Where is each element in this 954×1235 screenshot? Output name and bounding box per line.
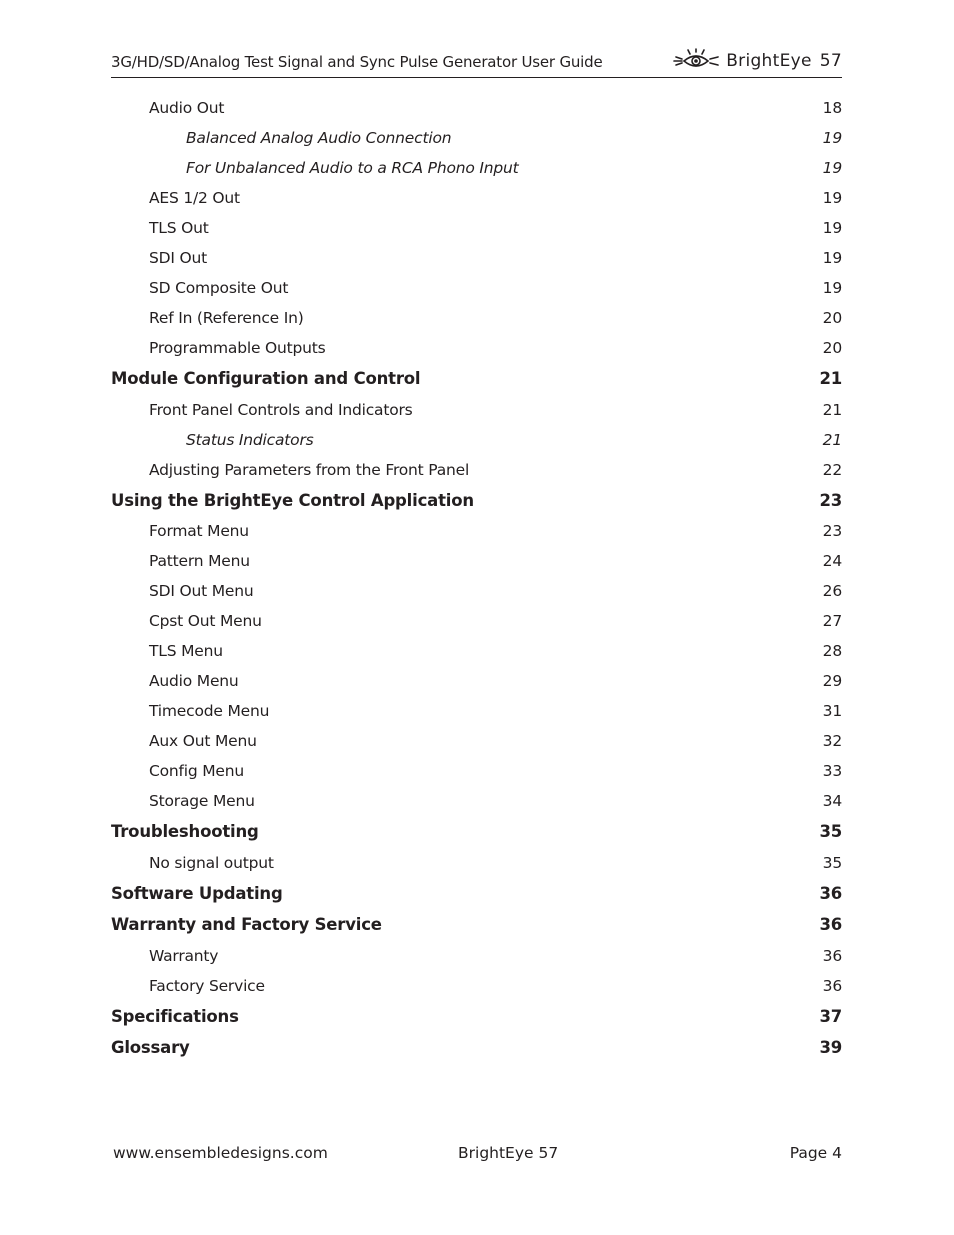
toc-entry-title: AES 1/2 Out: [149, 189, 240, 207]
toc-entry[interactable]: [111, 909, 842, 941]
toc-entry[interactable]: [111, 273, 842, 303]
toc-entry-page: 35: [822, 853, 842, 872]
footer-page-number: Page 4: [789, 1144, 842, 1162]
toc-entry-title: Troubleshooting: [111, 822, 259, 842]
toc-entry[interactable]: [111, 123, 842, 153]
toc-entry-page: 23: [819, 490, 842, 510]
toc-entry-title: Adjusting Parameters from the Front Panel: [149, 460, 470, 479]
toc-entry-title: Balanced Analog Audio Connection: [186, 129, 452, 147]
toc-entry-title: Glossary: [111, 1038, 190, 1058]
toc-entry-page: 34: [822, 792, 842, 810]
toc-entry-page: 27: [822, 612, 842, 630]
toc-entry[interactable]: [111, 1001, 842, 1033]
toc-entry-page: 24: [822, 552, 842, 570]
toc-entry[interactable]: [111, 636, 842, 666]
toc-entry-title: Software Updating: [111, 883, 283, 903]
toc-entry-title: TLS Out: [149, 219, 209, 237]
toc-entry-title: Config Menu: [149, 762, 245, 780]
toc-entry-page: 29: [822, 672, 842, 690]
toc-entry-title: Status Indicators: [186, 430, 314, 449]
toc-entry[interactable]: [111, 726, 842, 756]
page-header: [111, 48, 842, 78]
toc-entry-title: Factory Service: [149, 976, 265, 995]
toc-entry[interactable]: [111, 546, 842, 576]
toc-entry-page: 33: [822, 762, 842, 780]
toc-entry[interactable]: [111, 1032, 842, 1064]
toc-entry-page: 23: [822, 522, 842, 540]
toc-entry-page: 21: [822, 400, 842, 419]
toc-entry-title: Using the BrightEye Control Application: [111, 490, 474, 510]
brand-model: 57: [819, 51, 842, 71]
toc-entry-title: TLS Menu: [149, 642, 223, 660]
toc-entry[interactable]: [111, 516, 842, 546]
toc-entry[interactable]: [111, 363, 842, 395]
toc-entry[interactable]: [111, 455, 842, 485]
toc-entry[interactable]: [111, 213, 842, 243]
toc-entry-page: 36: [822, 946, 842, 965]
toc-entry-page: 19: [822, 279, 842, 297]
toc-entry-title: Audio Out: [149, 99, 225, 117]
toc-entry[interactable]: [111, 93, 842, 123]
toc-entry[interactable]: [111, 485, 842, 517]
toc-entry-page: 21: [822, 430, 842, 449]
toc-entry-page: 19: [822, 219, 842, 237]
toc-entry-page: 18: [822, 99, 842, 117]
brand-text: BrightEye: [726, 51, 812, 71]
toc-entry-title: SDI Out Menu: [149, 582, 254, 600]
eye-logo-icon: [672, 48, 722, 74]
toc-entry-title: Timecode Menu: [149, 702, 270, 720]
toc-entry[interactable]: [111, 666, 842, 696]
toc-entry-page: 19: [822, 129, 842, 147]
toc-entry-title: SDI Out: [149, 249, 207, 267]
toc-entry-title: Programmable Outputs: [149, 339, 326, 357]
toc-entry-title: No signal output: [149, 853, 274, 872]
toc-entry-page: 26: [822, 582, 842, 600]
toc-entry-page: 36: [819, 883, 842, 903]
page-footer: [113, 1144, 842, 1166]
toc-entry[interactable]: [111, 971, 842, 1001]
toc-entry-page: 37: [819, 1006, 842, 1026]
toc-entry[interactable]: [111, 696, 842, 726]
toc-entry[interactable]: [111, 303, 842, 333]
toc-entry[interactable]: [111, 941, 842, 971]
toc-entry-title: Format Menu: [149, 522, 249, 540]
toc-entry-page: 19: [822, 159, 842, 177]
toc-entry[interactable]: [111, 395, 842, 425]
toc-entry-title: Warranty and Factory Service: [111, 915, 382, 935]
toc-entry-title: Ref In (Reference In): [149, 309, 304, 327]
toc-entry-page: 22: [822, 460, 842, 479]
toc-entry-page: 19: [822, 249, 842, 267]
toc-entry-title: Storage Menu: [149, 792, 255, 810]
toc-entry-title: Pattern Menu: [149, 552, 250, 570]
toc-entry-page: 28: [822, 642, 842, 660]
toc-entry-page: 35: [819, 822, 842, 842]
brand-name: [726, 51, 842, 71]
toc-entry-page: 36: [819, 915, 842, 935]
toc-entry-title: Specifications: [111, 1006, 239, 1026]
footer-product: BrightEye 57: [458, 1144, 559, 1162]
toc-entry-page: 36: [822, 976, 842, 995]
toc-entry[interactable]: [111, 878, 842, 910]
toc-entry-title: For Unbalanced Audio to a RCA Phono Input: [186, 159, 519, 177]
toc-entry[interactable]: [111, 183, 842, 213]
toc-entry[interactable]: [111, 786, 842, 816]
toc-entry-title: Module Configuration and Control: [111, 369, 421, 389]
toc-entry-page: 39: [819, 1038, 842, 1058]
toc-entry-page: 32: [822, 732, 842, 750]
footer-website: www.ensembledesigns.com: [113, 1144, 328, 1162]
toc-entry-page: 31: [822, 702, 842, 720]
toc-entry[interactable]: [111, 816, 842, 848]
toc-entry[interactable]: [111, 848, 842, 878]
toc-entry[interactable]: [111, 153, 842, 183]
document-title: 3G/HD/SD/Analog Test Signal and Sync Pulse Generator User Guide: [111, 53, 603, 71]
toc-entry[interactable]: [111, 425, 842, 455]
toc-entry[interactable]: [111, 576, 842, 606]
toc-entry-page: 19: [822, 189, 842, 207]
toc-entry[interactable]: [111, 243, 842, 273]
toc-entry-page: 20: [822, 339, 842, 357]
toc-entry-title: Cpst Out Menu: [149, 612, 262, 630]
toc-entry-title: Warranty: [149, 946, 219, 965]
toc-entry-title: Audio Menu: [149, 672, 239, 690]
table-of-contents: [111, 93, 842, 1064]
toc-entry-page: 21: [819, 369, 842, 389]
toc-entry-title: SD Composite Out: [149, 279, 289, 297]
brand-logo: [672, 48, 842, 74]
toc-entry[interactable]: [111, 333, 842, 363]
toc-entry-title: Aux Out Menu: [149, 732, 257, 750]
toc-entry-title: Front Panel Controls and Indicators: [149, 400, 413, 419]
toc-entry-page: 20: [822, 309, 842, 327]
toc-entry[interactable]: [111, 756, 842, 786]
toc-entry[interactable]: [111, 606, 842, 636]
